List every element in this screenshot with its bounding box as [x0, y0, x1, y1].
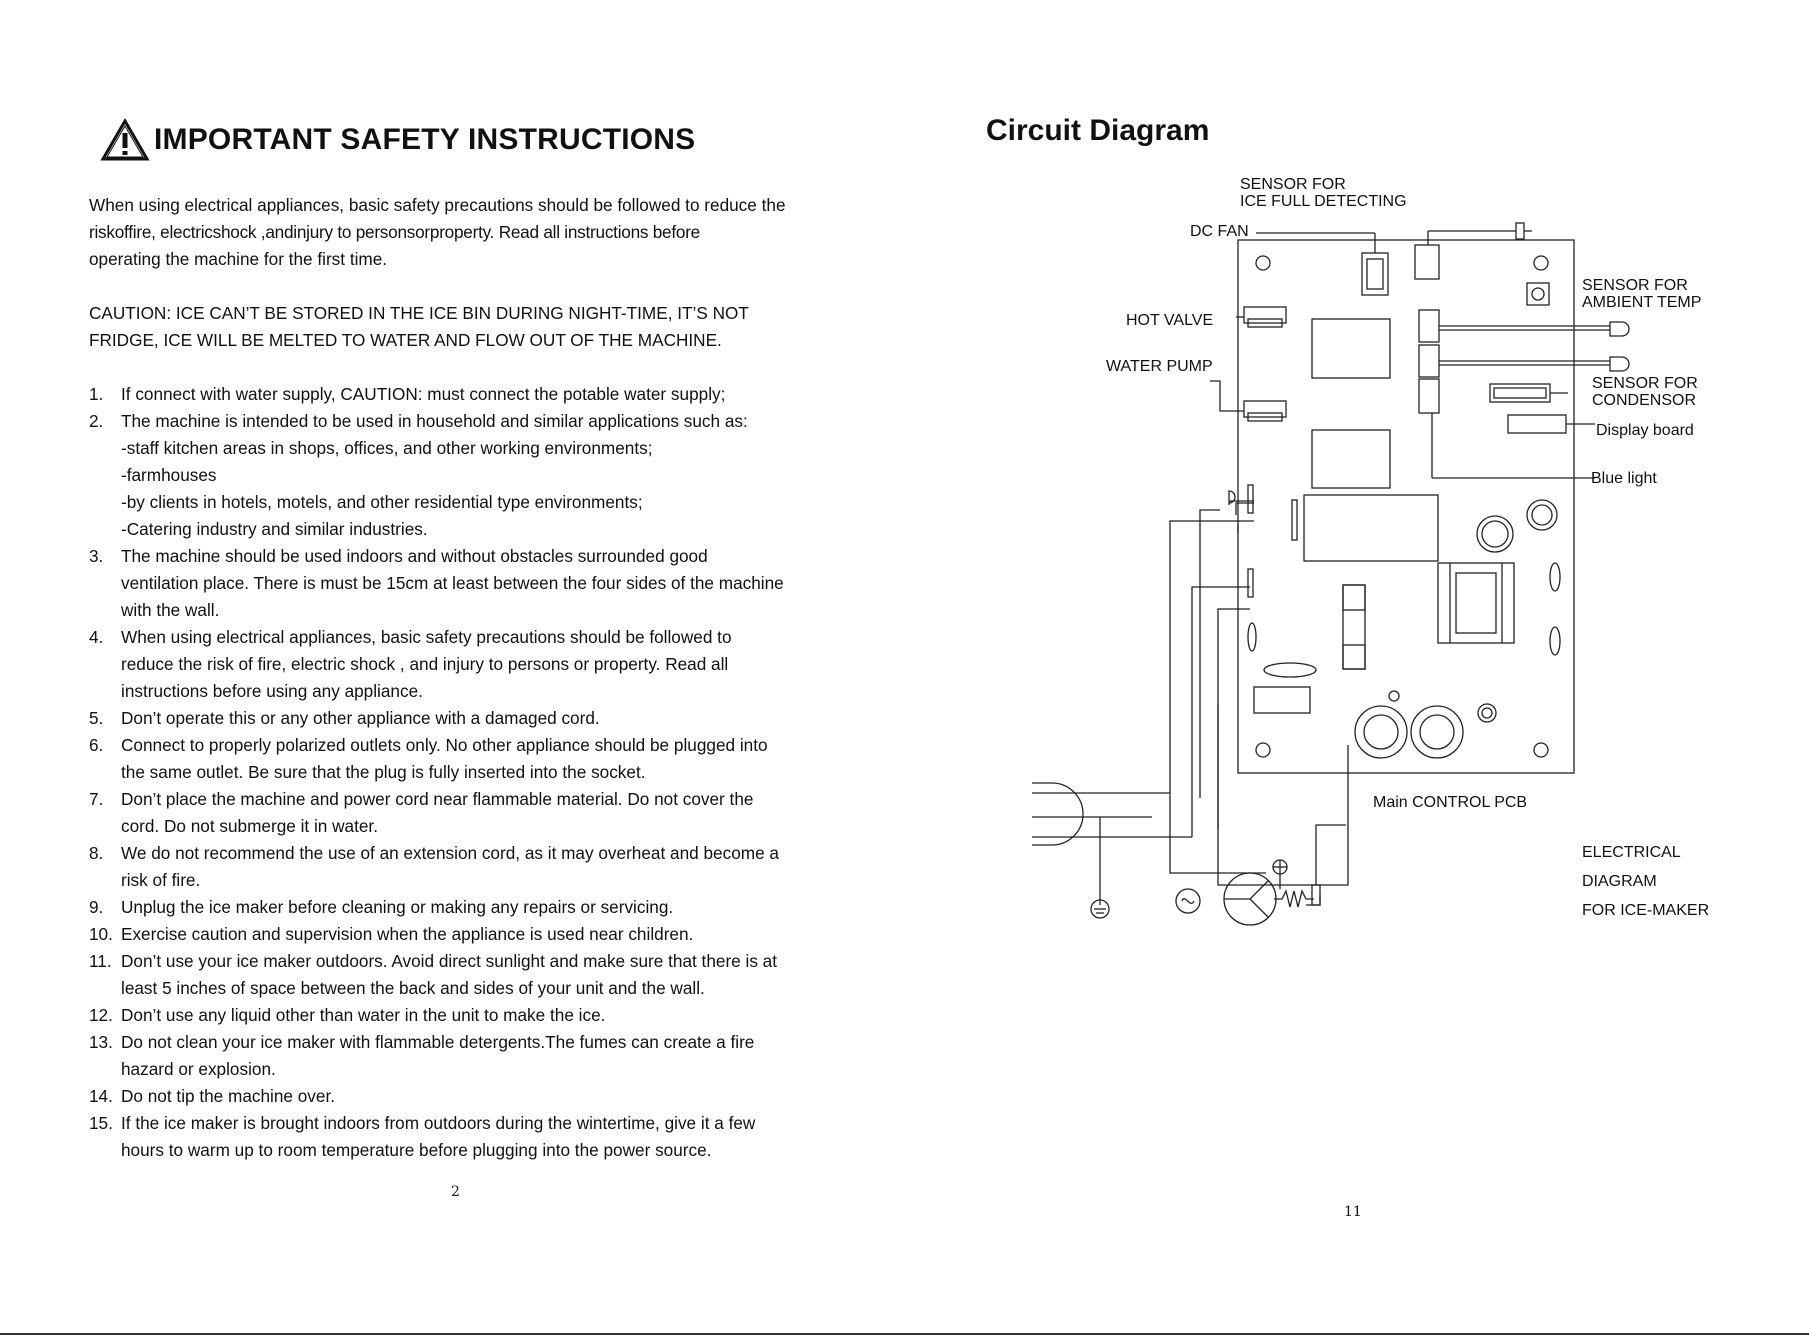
circuit-drawing	[1010, 165, 1730, 945]
safety-item-line: reduce the risk of fire, electric shock , and injury to persons or property. Read all	[121, 654, 729, 674]
safety-item-number: 8.	[89, 843, 104, 863]
safety-item-number: 2.	[89, 411, 104, 431]
safety-item	[89, 381, 829, 408]
label-electrical: DIAGRAM	[1582, 873, 1657, 890]
caution-line: FRIDGE, ICE WILL BE MELTED TO WATER AND FLOW OUT OF THE MACHINE.	[89, 330, 722, 350]
safety-item	[89, 543, 829, 624]
safety-item-number: 14.	[89, 1086, 113, 1106]
label-sensor-ice: SENSOR FOR	[1240, 176, 1346, 193]
safety-item-line: When using electrical appliances, basic safety precautions should be followed to	[121, 627, 732, 647]
safety-item	[89, 948, 829, 1002]
safety-item	[89, 840, 829, 894]
safety-item-number: 3.	[89, 546, 104, 566]
safety-item-line: -Catering industry and similar industries.	[121, 519, 428, 539]
safety-item-line: Don’t use your ice maker outdoors. Avoid direct sunlight and make sure that there is at	[121, 951, 778, 971]
safety-item-line: hours to warm up to room temperature before plugging into the power source.	[121, 1140, 712, 1160]
safety-item-line: Connect to properly polarized outlets only. No other appliance should be plugged into	[121, 735, 768, 755]
warning-triangle-icon	[100, 118, 150, 162]
safety-item-line: least 5 inches of space between the back and sides of your unit and the wall.	[121, 978, 705, 998]
intro-line: riskoffire, electricshock ,andinjury to personsorproperty. Read all instructions before	[89, 222, 700, 242]
safety-item	[89, 732, 829, 786]
safety-item-line: with the wall.	[121, 600, 220, 620]
pcb-board	[1238, 240, 1574, 773]
safety-item-line: Don’t operate this or any other appliance with a damaged cord.	[121, 708, 600, 728]
safety-item-number: 1.	[89, 384, 104, 404]
caution-paragraph	[89, 300, 829, 354]
page-bottom-rule	[0, 1333, 1809, 1335]
safety-item	[89, 1083, 829, 1110]
safety-item-number: 4.	[89, 627, 104, 647]
safety-item-line: hazard or explosion.	[121, 1059, 276, 1079]
label-electrical: ELECTRICAL	[1582, 844, 1681, 861]
label-sensor-ambient: SENSOR FOR	[1582, 277, 1688, 294]
safety-item-number: 10.	[89, 924, 113, 944]
safety-item-line: We do not recommend the use of an extension cord, as it may overheat and become a	[121, 843, 779, 863]
safety-item	[89, 921, 829, 948]
intro-line: When using electrical appliances, basic safety precautions should be followed to reduce the	[89, 195, 786, 215]
circuit-title: Circuit Diagram	[986, 114, 1210, 147]
safety-item-line: cord. Do not submerge it in water.	[121, 816, 378, 836]
safety-item-number: 12.	[89, 1005, 113, 1025]
safety-item-number: 6.	[89, 735, 104, 755]
safety-item	[89, 894, 829, 921]
page-number: 2	[451, 1184, 460, 1200]
safety-item-number: 13.	[89, 1032, 113, 1052]
intro-paragraph	[89, 192, 829, 273]
label-sensor-ambient: AMBIENT TEMP	[1582, 294, 1702, 311]
caution-line: CAUTION: ICE CAN’T BE STORED IN THE ICE BIN DURING NIGHT-TIME, IT’S NOT	[89, 303, 749, 323]
safety-item-line: -staff kitchen areas in shops, offices, and other working environments;	[121, 438, 653, 458]
safety-item	[89, 624, 829, 705]
safety-heading	[100, 118, 695, 162]
safety-item-number: 9.	[89, 897, 104, 917]
safety-item-line: Don’t place the machine and power cord near flammable material. Do not cover the	[121, 789, 754, 809]
safety-item	[89, 705, 829, 732]
safety-item-line: risk of fire.	[121, 870, 201, 890]
safety-item-line: Exercise caution and supervision when the appliance is used near children.	[121, 924, 694, 944]
safety-item-line: -farmhouses	[121, 465, 217, 485]
safety-item	[89, 1110, 829, 1164]
safety-item-line: Do not tip the machine over.	[121, 1086, 336, 1106]
safety-item-line: instructions before using any appliance.	[121, 681, 423, 701]
safety-item-line: -by clients in hotels, motels, and other residential type environments;	[121, 492, 643, 512]
safety-item-line: The machine is intended to be used in household and similar applications such as:	[121, 411, 748, 431]
intro-line: operating the machine for the first time.	[89, 249, 388, 269]
page-number: 11	[1344, 1204, 1362, 1220]
safety-item-line: If the ice maker is brought indoors from outdoors during the wintertime, give it a few	[121, 1113, 756, 1133]
safety-item	[89, 408, 829, 543]
safety-item-line: ventilation place. There is must be 15cm at least between the four sides of the machine	[121, 573, 784, 593]
safety-item	[89, 786, 829, 840]
label-electrical: FOR ICE-MAKER	[1582, 902, 1710, 919]
safety-item-number: 7.	[89, 789, 104, 809]
safety-item-number: 15.	[89, 1113, 113, 1133]
safety-item-line: Don’t use any liquid other than water in the unit to make the ice.	[121, 1005, 606, 1025]
label-dc-fan: DC FAN	[1190, 223, 1249, 240]
label-blue-light: Blue light	[1591, 470, 1657, 487]
safety-list	[89, 381, 829, 1164]
safety-item-line: Do not clean your ice maker with flammable detergents.The fumes can create a fire	[121, 1032, 755, 1052]
label-sensor-condensor: CONDENSOR	[1592, 392, 1697, 409]
safety-item-line: If connect with water supply, CAUTION: must connect the potable water supply;	[121, 384, 726, 404]
safety-item-number: 11.	[89, 951, 112, 971]
label-display-board: Display board	[1596, 422, 1694, 439]
safety-item-line: Unplug the ice maker before cleaning or making any repairs or servicing.	[121, 897, 674, 917]
label-water-pump: WATER PUMP	[1106, 358, 1213, 375]
safety-item	[89, 1002, 829, 1029]
label-sensor-condensor: SENSOR FOR	[1592, 375, 1698, 392]
label-main-pcb: Main CONTROL PCB	[1373, 794, 1528, 811]
safety-item-number: 5.	[89, 708, 104, 728]
label-hot-valve: HOT VALVE	[1126, 312, 1214, 329]
circuit-diagram	[1010, 165, 1730, 945]
label-sensor-ice: ICE FULL DETECTING	[1240, 193, 1407, 210]
safety-title: IMPORTANT SAFETY INSTRUCTIONS	[154, 123, 696, 156]
safety-item-line: the same outlet. Be sure that the plug is fully inserted into the socket.	[121, 762, 646, 782]
safety-item	[89, 1029, 829, 1083]
left-page	[0, 0, 900, 1336]
safety-item-line: The machine should be used indoors and without obstacles surrounded good	[121, 546, 708, 566]
